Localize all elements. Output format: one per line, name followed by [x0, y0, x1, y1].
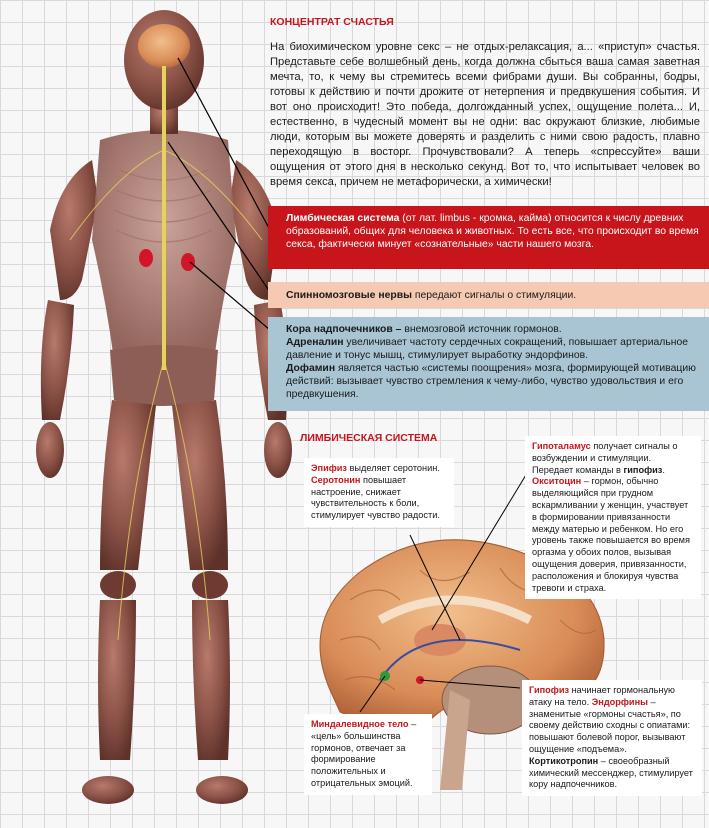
human-figure [36, 10, 292, 804]
left-knee [100, 571, 136, 599]
dopamine-term: Дофамин [286, 363, 336, 374]
intro-paragraph: На биохимическом уровне секс – не отдых-релаксация, а... «приступ» счастья. Представьте себе волшебный день, когда должна сбыться ваша самая заветная мечта, то, к чему вы стремитесь всеми фибрами души. Вы собранны, бодры, готовы к действию и почти дрожите от нетерпения и предвкушения события. И вот оно происходит! Это победа, долгожданный успех, ощущение полета... И, естественно, в чудесный момент вы не одни: вас окружают близкие, любимые люди, которым вы можете доверять и разделить с ними свою радость, плавно переходящую в восторг. Прочувствовали? А теперь «спрессуйте» ваши ощущения от этого дня в несколько секунд. Вот то, что испытывает человек во время секса, причем не метафорически, а химически! [270, 41, 700, 188]
epiphysis-note [304, 458, 454, 527]
pituitary-note [522, 680, 702, 796]
left-shin [98, 600, 136, 760]
adrenal-left [139, 249, 153, 267]
hypothalamus-text: получает сигналы о возбуждении и стимуляции. Передает команды в [532, 441, 678, 475]
cortex-text: внемозговой источник гормонов. [401, 324, 562, 335]
cortex-line [286, 323, 699, 336]
endorphins-term: Эндорфины [591, 696, 648, 707]
adrenal-right [181, 253, 195, 271]
adrenal-box [268, 317, 709, 411]
dopamine-text: является частью «системы поощрения» мозга, формирующей мотивацию действий: вызывает чувство стремления к чему-либо, чувство удовольствия и его предвкушения. [286, 363, 696, 400]
dopamine-line [286, 362, 699, 401]
hypothalamus-text-end: . [662, 464, 665, 475]
right-shin [192, 600, 230, 760]
oxytocin-text: – гормон, обычно выделяющийся при грудном вскармливании у женщин, участвует в формировании привязанности между матерью и ребенком. Но его уровень также повышается во время оргазма у обоих полов, вызывая ощущения доверия, привязанности, расположения и блокируя чувства тревоги и страха. [532, 476, 690, 593]
oxytocin-term: Окситоцин [532, 476, 582, 487]
hypothalamus-term: Гипоталамус [532, 441, 591, 451]
serotonin-term: Серотонин [311, 474, 361, 485]
nerves-term: Спинномозговые нервы [286, 290, 412, 301]
amygdala-note [304, 714, 432, 795]
spinal-nerves-box [268, 282, 709, 308]
pituitary-term: Гипофиз [529, 685, 570, 695]
right-foot [196, 776, 248, 804]
hypophysis-inline-term: гипофиз [623, 464, 663, 475]
endorphins-text: – знаменитые «гормоны счастья», по своему действию сходны с опиатами: повышают болевой порог, вызывают ощущение «подъема». [529, 696, 691, 754]
corticotropin-text: – своеобразный химический мессенджер, стимулирует кору надпочечников. [529, 755, 693, 790]
left-upper-arm [50, 160, 98, 300]
limbic-section-title: ЛИМБИЧЕСКАЯ СИСТЕМА [300, 432, 438, 444]
head-brain [138, 24, 190, 68]
left-hand [36, 422, 64, 478]
amygdala-text: – «цель» большинства гормонов, отвечает за формирование положительных и отрицательных эмоций. [311, 719, 417, 788]
adrenaline-term: Адреналин [286, 337, 344, 348]
right-hand [264, 422, 292, 478]
cortex-term: Кора надпочечников – [286, 324, 402, 335]
adrenaline-text: увеличивает частоту сердечных сокращений, повышает артериальное давление и тонус мышц, стимулирует выработку эндорфинов. [286, 337, 689, 361]
epiphysis-text: выделяет серотонин. [347, 463, 440, 473]
amygdala-term: Миндалевидное тело [311, 719, 409, 729]
corticotropin-term: Кортикотропин [529, 755, 599, 766]
left-foot [82, 776, 134, 804]
adrenaline-line [286, 336, 699, 362]
hypothalamus-note [525, 436, 701, 599]
pituitary-text: начинает гормональную атаку на тело. [529, 685, 675, 707]
nerves-text: передают сигналы о стимуляции. [411, 290, 577, 301]
limbic-term: Лимбическая система [286, 213, 400, 224]
limbic-system-box [268, 206, 709, 269]
limbic-text: (от лат. limbus - кромка, кайма) относится к числу древних образований, общих для человека и животных. То есть все, что происходит во время секса, фактически минует «сознательные» части нашего мозга. [286, 213, 699, 250]
left-forearm [41, 300, 74, 420]
page-title: КОНЦЕНТРАТ СЧАСТЬЯ [270, 16, 394, 28]
right-knee [192, 571, 228, 599]
epiphysis-term: Эпифиз [311, 463, 347, 473]
serotonin-text: повышает настроение, снижает чувствительность к боли, стимулирует чувство радости. [311, 474, 440, 521]
